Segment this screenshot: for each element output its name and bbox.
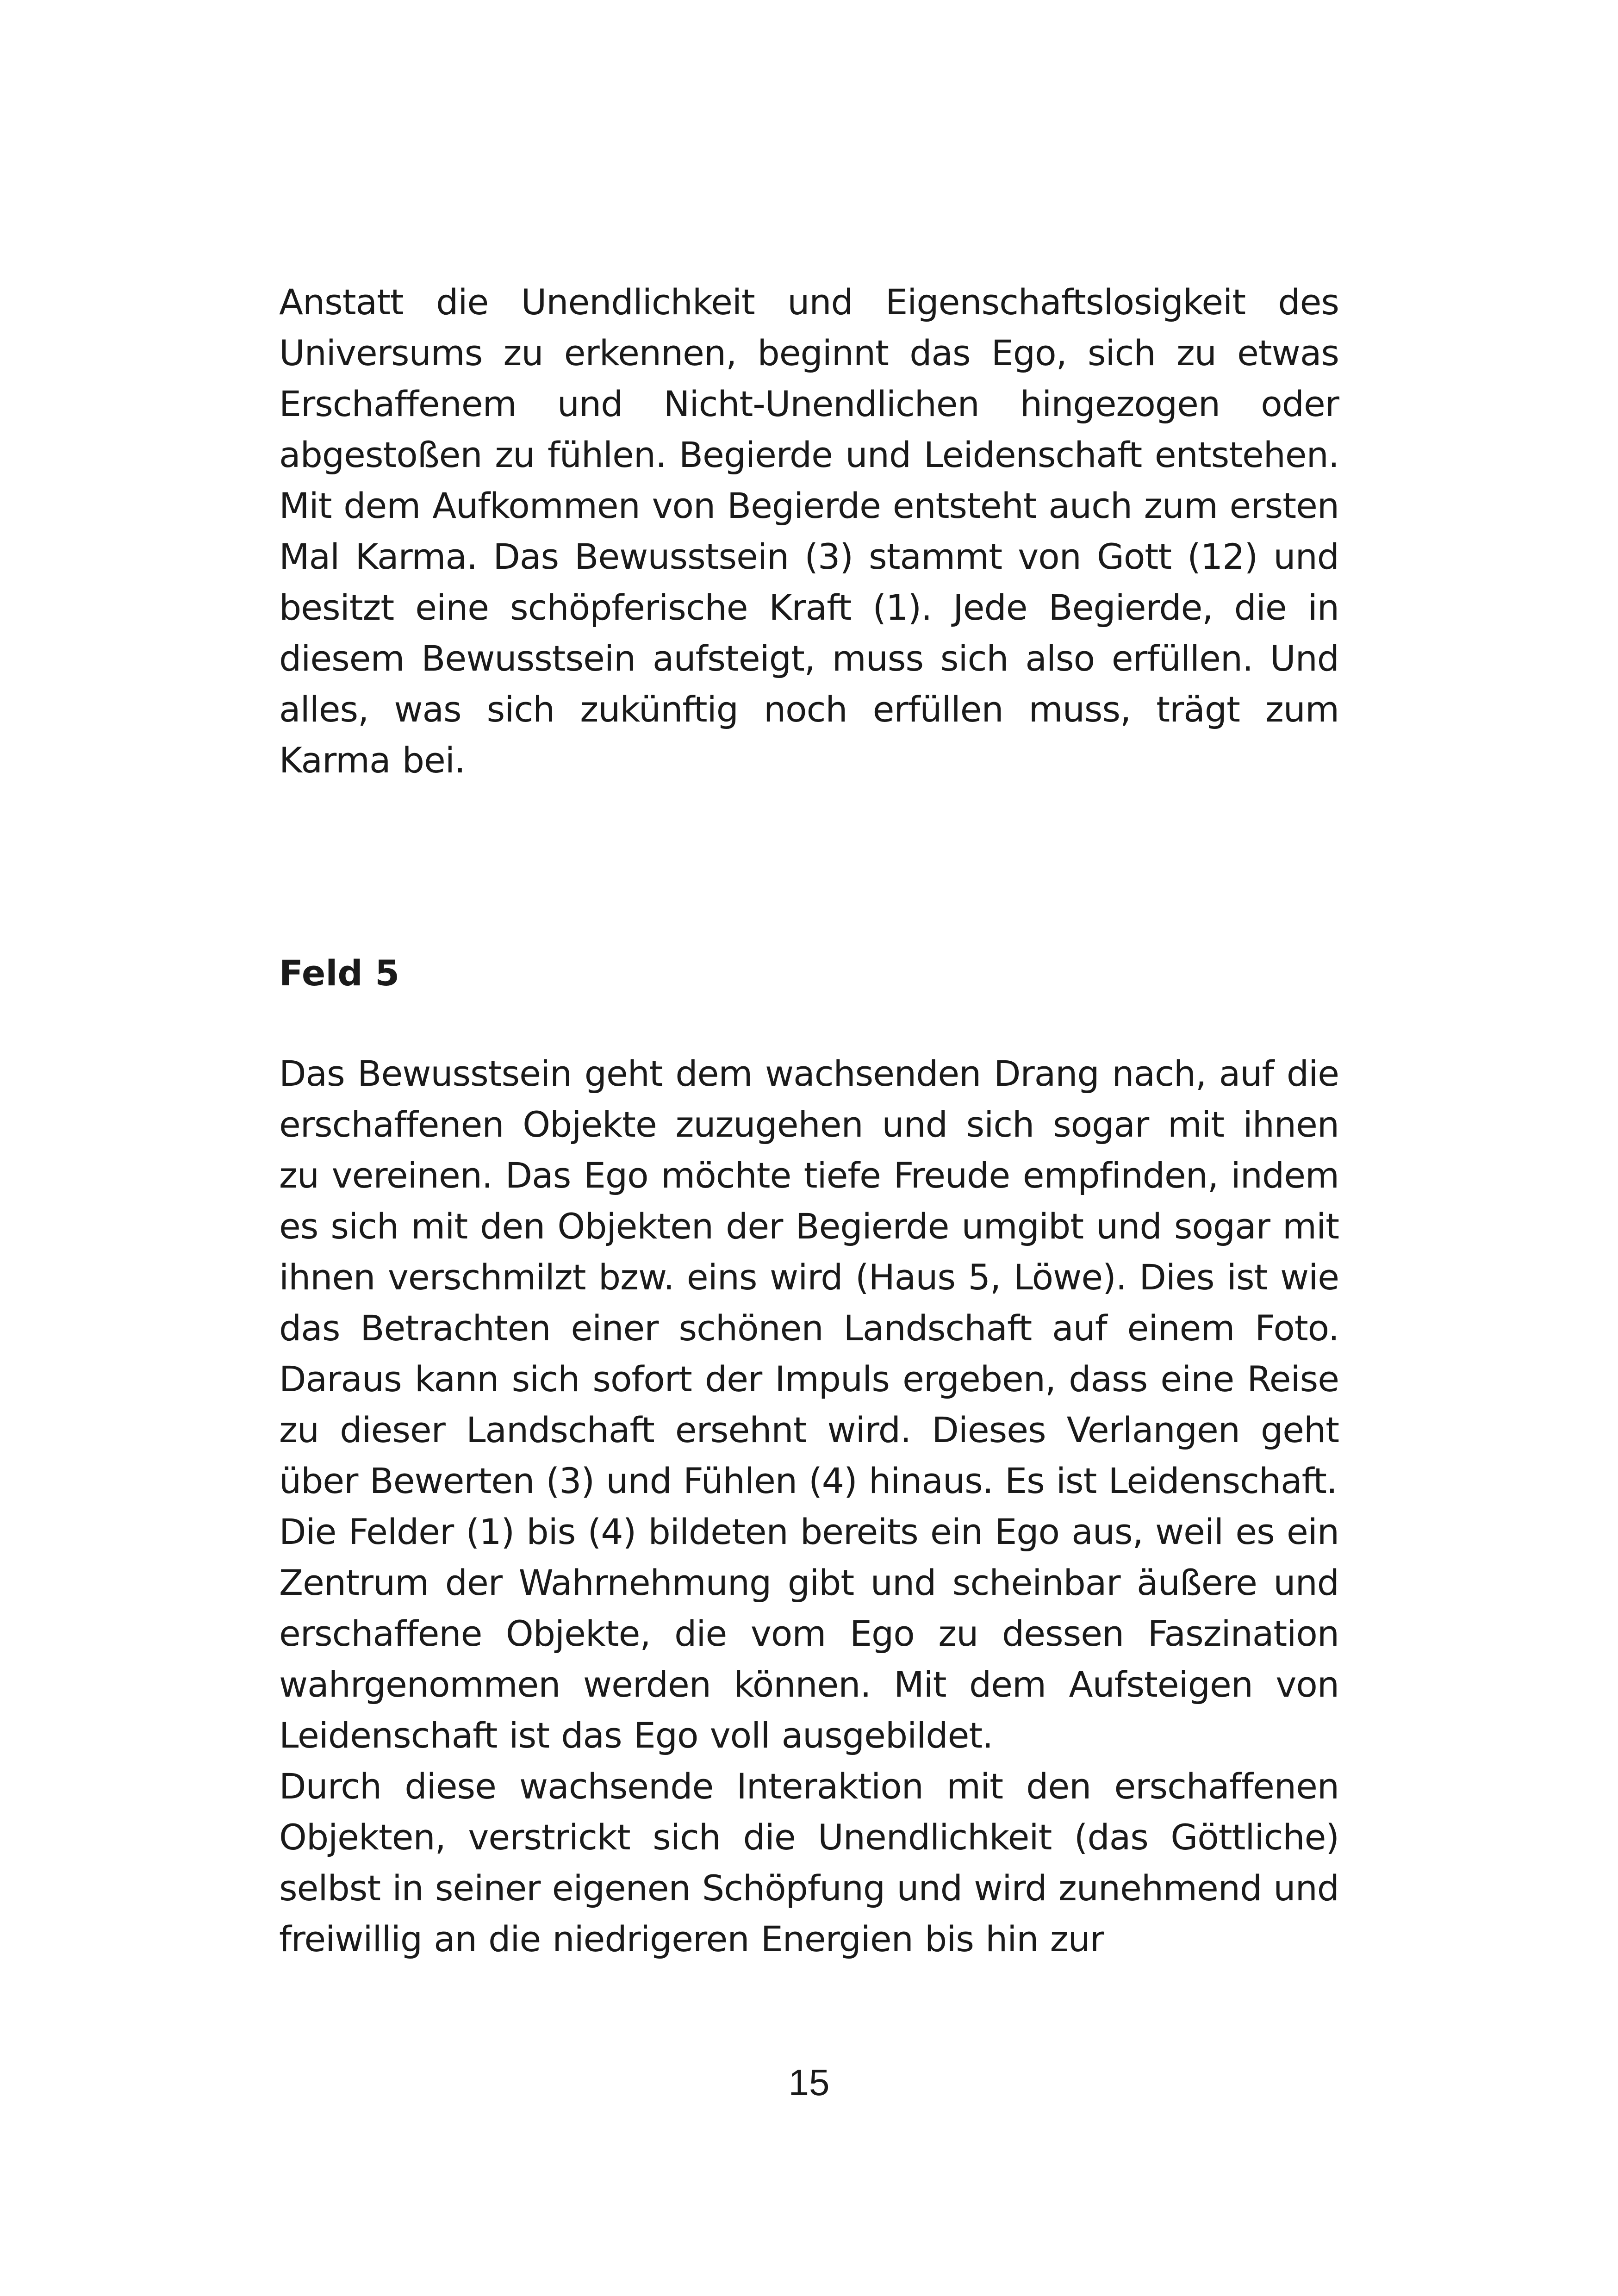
paragraph-felder-ego: Die Felder (1) bis (4) bildeten bereits ein Ego aus, weil es ein Zentrum der Wahrnehmung gibt und scheinbar äußere und erschaffene Objekte, die vom Ego zu dessen Faszination wahrgenommen werden können. Mit dem Aufsteigen von Leidenschaft ist das Ego voll ausgebildet.	[279, 1511, 1339, 1756]
paragraph-ego-karma: Anstatt die Unendlichkeit und Eigenschaftslosigkeit des Universums zu erkennen, beginnt das Ego, sich zu etwas Erschaffenem und Nicht-Unendlichen hingezogen oder abgestoßen zu fühlen. Begierde und Leidenschaft entstehen. Mit dem Aufkommen von Begierde entsteht auch zum ersten Mal Karma. Das Bewusstsein (3) stammt von Gott (12) und besitzt eine schöpferische Kraft (1). Jede Begierde, die in diesem Bewusstsein aufsteigt, muss sich also erfüllen. Und alles, was sich zukünftig noch erfüllen muss, trägt zum Karma bei.	[279, 281, 1339, 781]
paragraph-interaktion: Durch diese wachsende Interaktion mit den erschaffenen Objekten, verstrickt sich die Unendlichkeit (das Göttliche) selbst in seiner eigenen Schöpfung und wird zunehmend und freiwillig an die niedrigeren Energien bis hin zur	[279, 1766, 1339, 1960]
section-heading: Feld 5	[279, 952, 400, 994]
text-section-intro	[279, 277, 1339, 786]
text-section-feld-5	[279, 1048, 1339, 1965]
page-number: 15	[788, 2062, 830, 2103]
paragraph-bewusstsein-drang: Das Bewusstsein geht dem wachsenden Drang nach, auf die erschaffenen Objekte zuzugehen und sich sogar mit ihnen zu vereinen. Das Ego möchte tiefe Freude empfinden, indem es sich mit den Objekten der Begierde umgibt und sogar mit ihnen verschmilzt bzw. eins wird (Haus 5, Löwe). Dies ist wie das Betrachten einer schönen Landschaft auf einem Foto. Daraus kann sich sofort der Impuls ergeben, dass eine Reise zu dieser Landschaft ersehnt wird. Dieses Verlangen geht über Bewerten (3) und Fühlen (4) hinaus. Es ist Leidenschaft.	[279, 1053, 1339, 1501]
